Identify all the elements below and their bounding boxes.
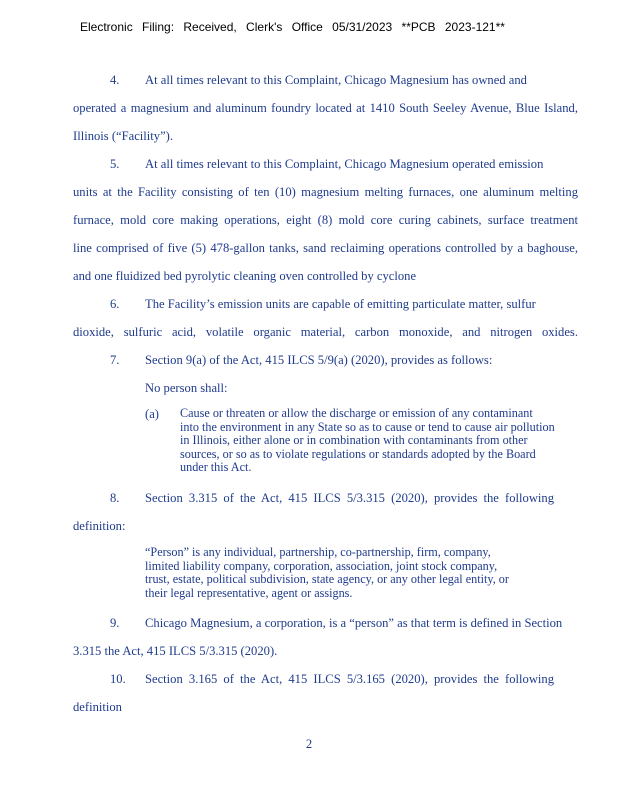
quote-line: trust, estate, political subdivision, state agency, or any other legal entity, or (145, 572, 509, 586)
paragraph-text: Section 9(a) of the Act, 415 ILCS 5/9(a) (2020), provides as follows: (145, 353, 493, 367)
paragraph-number: 7. (110, 353, 120, 367)
paragraph-text: At all times relevant to this Complaint, Chicago Magnesium operated emission (145, 157, 544, 171)
paragraph-text: The Facility’s emission units are capable of emitting particulate matter, sulfur (145, 297, 536, 311)
paragraph-number: 10. (110, 672, 126, 686)
paragraph-number: 9. (110, 616, 120, 630)
filing-stamp-header: Electronic Filing: Received, Clerk's Office 05/31/2023 **PCB 2023-121** (80, 20, 505, 34)
paragraph-text: furnace, mold core making operations, eight (8) mold core curing cabinets, surface treatment (73, 213, 578, 227)
quote-line: “Person” is any individual, partnership, co-partnership, firm, company, (145, 545, 491, 559)
quote-line: into the environment in any State so as to cause or tend to cause air pollution (180, 419, 555, 434)
quote-line: sources, or so as to violate regulations or standards adopted by the Board (180, 446, 536, 461)
paragraph-number: 8. (110, 491, 120, 505)
quote-item-label: (a) (145, 407, 159, 421)
paragraph-text: Chicago Magnesium, a corporation, is a “person” as that term is defined in Section (145, 616, 563, 630)
quote-line: their legal representative, agent or assigns. (145, 585, 353, 600)
paragraph-number: 6. (110, 297, 120, 311)
quote-line: under this Act. (180, 460, 252, 474)
paragraph-text: Section 3.165 of the Act, 415 ILCS 5/3.165 (2020), provides the following (145, 672, 555, 686)
paragraph-text: 3.315 the Act, 415 ILCS 5/3.315 (2020). (73, 644, 278, 658)
paragraph-text: At all times relevant to this Complaint, Chicago Magnesium has owned and (145, 73, 527, 87)
block-quote (180, 407, 582, 475)
paragraph-text: operated a magnesium and aluminum foundry located at 1410 South Seeley Avenue, Blue Island, (73, 101, 578, 115)
paragraph-text: line comprised of five (5) 478-gallon tanks, sand reclaiming operations controlled by a baghouse, (73, 241, 578, 255)
quote-intro: No person shall: (145, 381, 228, 395)
paragraph-text: Section 3.315 of the Act, 415 ILCS 5/3.315 (2020), provides the following (145, 491, 555, 505)
paragraph-text: dioxide, sulfuric acid, volatile organic material, carbon monoxide, and nitrogen oxides. (73, 325, 578, 339)
block-quote (145, 546, 525, 600)
paragraph-number: 5. (110, 157, 120, 171)
paragraph-text: units at the Facility consisting of ten (10) magnesium melting furnaces, one aluminum melting (73, 185, 578, 199)
paragraph-text: definition: (73, 519, 126, 533)
paragraph-text: definition (73, 700, 122, 714)
paragraph-number: 4. (110, 73, 120, 87)
page-number: 2 (305, 737, 313, 751)
paragraph-text: Illinois (“Facility”). (73, 129, 174, 143)
quote-line: in Illinois, either alone or in combination with contaminants from other (180, 433, 528, 447)
paragraph-text: and one fluidized bed pyrolytic cleaning oven controlled by cyclone (73, 269, 417, 283)
quote-line: Cause or threaten or allow the discharge or emission of any contaminant (180, 406, 533, 420)
quote-line: limited liability company, corporation, association, joint stock company, (145, 558, 498, 573)
